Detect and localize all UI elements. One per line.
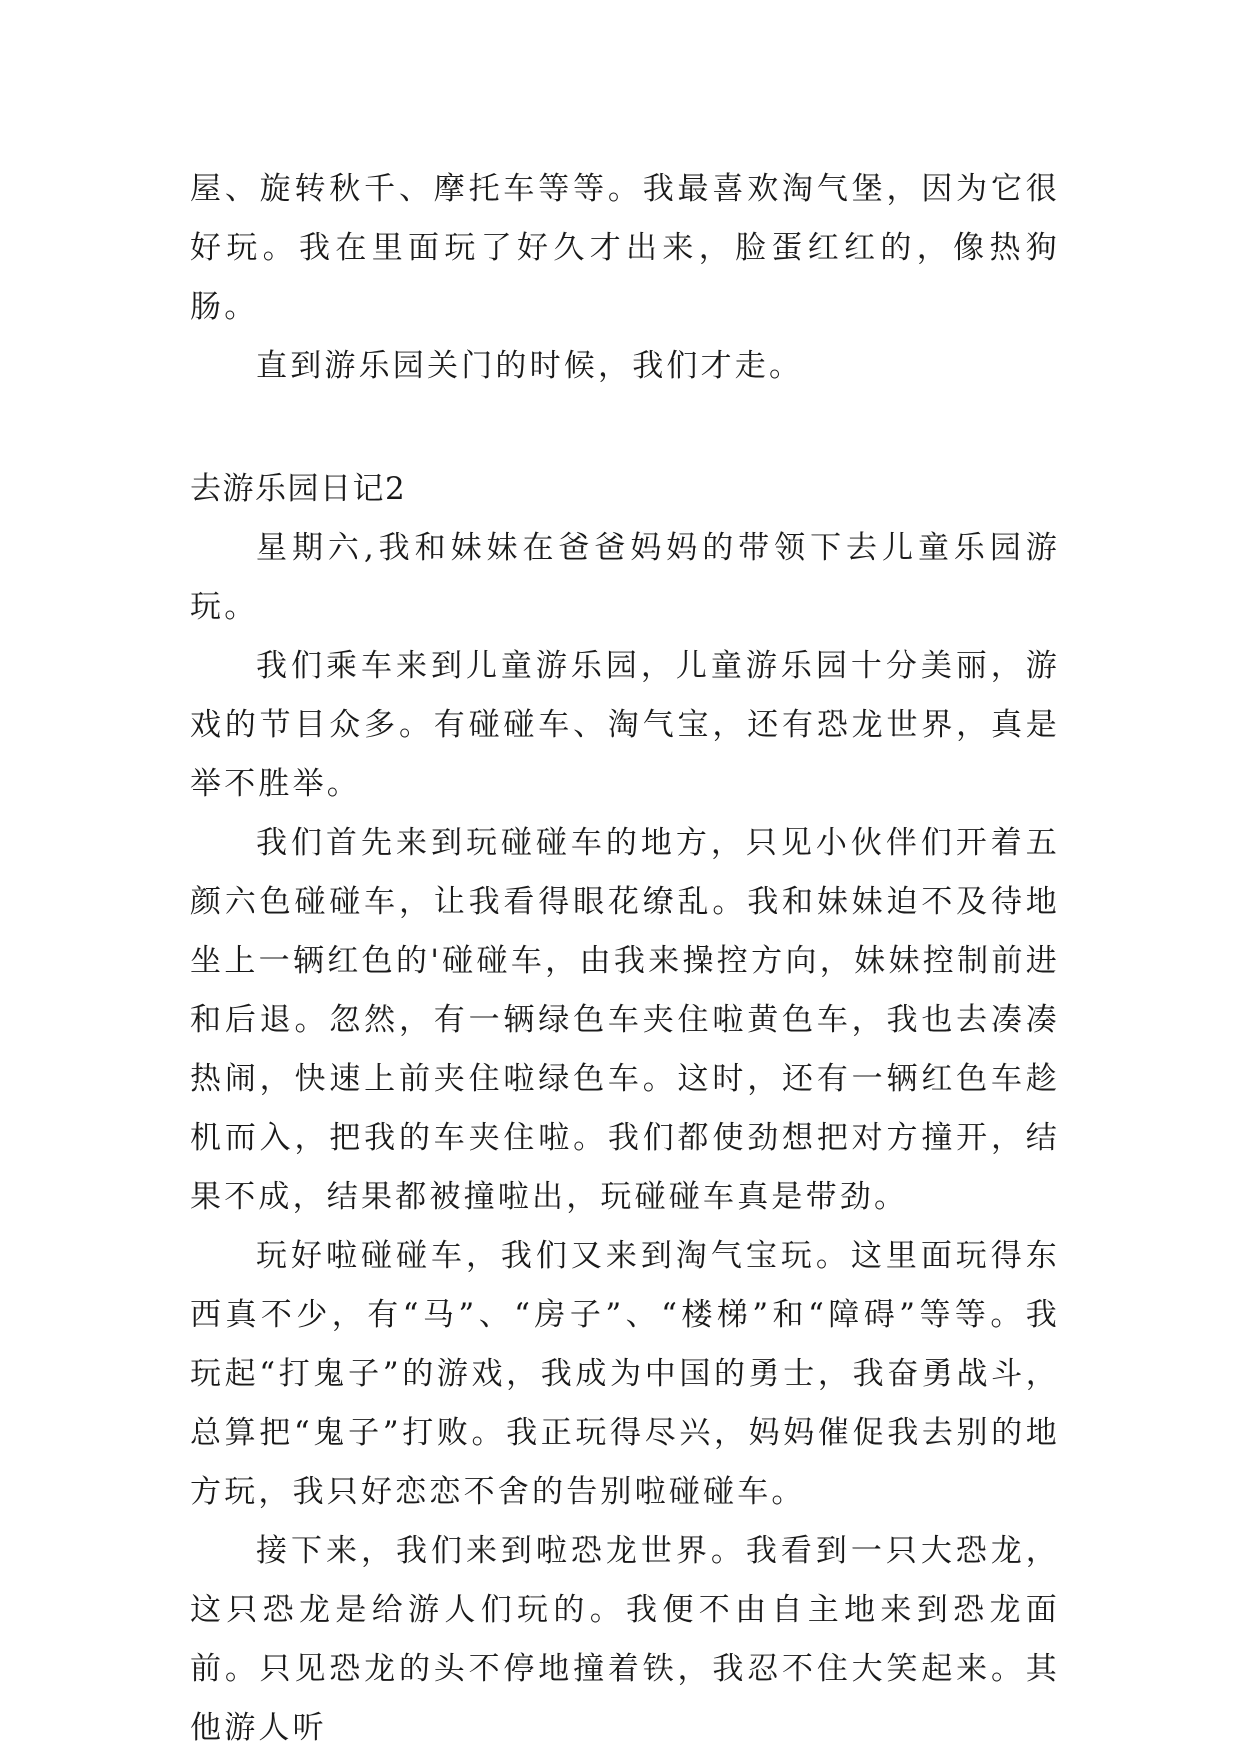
document-page [190,160,1060,1758]
paragraph: 我们乘车来到儿童游乐园，儿童游乐园十分美丽，游戏的节目众多。有碰碰车、淘气宝，还有恐龙世界，真是举不胜举。 [190,648,1060,802]
paragraph-closing: 直到游乐园关门的时候，我们才走。 [256,348,804,384]
section-title: 去游乐园日记2 [190,471,407,507]
paragraph: 接下来，我们来到啦恐龙世界。我看到一只大恐龙，这只恐龙是给游人们玩的。我便不由自主地来到恐龙面前。只见恐龙的头不停地撞着铁，我忍不住大笑起来。其他游人听 [190,1533,1060,1746]
paragraph: 玩好啦碰碰车，我们又来到淘气宝玩。这里面玩得东西真不少，有“马”、“房子”、“楼梯”和“障碍”等等。我玩起“打鬼子”的游戏，我成为中国的勇士，我奋勇战斗，总算把“鬼子”打败。我正玩得尽兴，妈妈催促我去别的地方玩，我只好恋恋不舍的告别啦碰碰车。 [190,1238,1060,1510]
paragraph: 星期六,我和妹妹在爸爸妈妈的带领下去儿童乐园游玩。 [190,530,1060,625]
paragraph-continued: 屋、旋转秋千、摩托车等等。我最喜欢淘气堡，因为它很好玩。我在里面玩了好久才出来，脸蛋红红的，像热狗肠。 [190,171,1060,325]
paragraph: 我们首先来到玩碰碰车的地方，只见小伙伴们开着五颜六色碰碰车，让我看得眼花缭乱。我和妹妹迫不及待地坐上一辆红色的'碰碰车，由我来操控方向，妹妹控制前进和后退。忽然，有一辆绿色车夹住啦黄色车，我也去凑凑热闹，快速上前夹住啦绿色车。这时，还有一辆红色车趁机而入，把我的车夹住啦。我们都使劲想把对方撞开，结果不成，结果都被撞啦出，玩碰碰车真是带劲。 [190,825,1060,1215]
